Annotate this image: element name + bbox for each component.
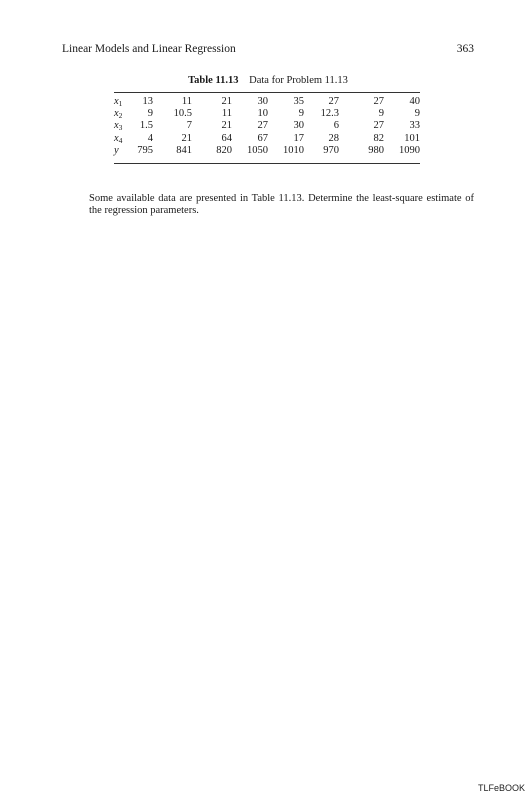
table-cell: 17 <box>293 132 304 144</box>
table-caption <box>62 74 474 87</box>
table-cell: 28 <box>328 132 339 144</box>
table-row <box>114 120 420 132</box>
row-variable: $x_3$ <box>114 120 123 133</box>
row-variable: $x_2$ <box>114 108 123 121</box>
table-cell: 980 <box>368 144 384 156</box>
table-cell: 11 <box>181 96 192 107</box>
row-variable: y <box>114 144 119 156</box>
table-cell: 30 <box>257 96 268 107</box>
table-cell: 4 <box>147 132 153 144</box>
table-cell: 27 <box>328 96 339 107</box>
table-cell: 1010 <box>283 144 304 156</box>
table-cell: 795 <box>137 144 153 156</box>
table-row <box>114 96 420 108</box>
table-cell: 7 <box>186 120 192 132</box>
table-row <box>114 108 420 120</box>
table-row <box>114 133 420 145</box>
table-cell: 970 <box>323 144 339 156</box>
table-cell: 11 <box>221 108 232 120</box>
table-cell: 841 <box>176 144 192 156</box>
data-table <box>114 96 420 157</box>
table-cell: 27 <box>373 120 384 132</box>
table-cell: 1.5 <box>139 120 153 132</box>
table-cell: 27 <box>257 120 268 132</box>
table-cell: 82 <box>373 132 384 144</box>
table-cell: 13 <box>142 96 153 107</box>
table-cell: 1090 <box>399 144 420 156</box>
page-number: 363 <box>456 43 474 55</box>
table-cell: 35 <box>293 96 304 107</box>
table-top-rule <box>114 92 420 93</box>
table-cell: 33 <box>409 120 420 132</box>
table-cell: 21 <box>181 132 192 144</box>
running-title: Linear Models and Linear Regression <box>62 43 236 55</box>
table-cell: 30 <box>293 120 304 132</box>
watermark: TLFeBOOK <box>477 783 525 793</box>
table-cell: 21 <box>221 96 232 107</box>
problem-text: Some available data are presented in Table 11.13. Determine the least-square estimate of the regression parameters. <box>89 192 474 216</box>
table-cell: 101 <box>404 132 420 144</box>
table-cell: 10 <box>257 108 268 120</box>
table-row <box>114 145 420 157</box>
table-cell: 67 <box>257 132 268 144</box>
table-cell: 1050 <box>247 144 268 156</box>
table-caption-text: Data for Problem 11.13 <box>249 75 348 86</box>
table-cell: 21 <box>221 120 232 132</box>
table-cell: 64 <box>221 132 232 144</box>
table-cell: 6 <box>333 120 339 132</box>
table-bottom-rule <box>114 163 420 164</box>
table-cell: 9 <box>147 108 153 120</box>
table-cell: 9 <box>414 108 420 120</box>
table-cell: 820 <box>216 144 232 156</box>
table-cell: 12.3 <box>320 108 339 120</box>
row-variable: $x_1$ <box>114 96 123 108</box>
table-caption-label: Table 11.13 <box>188 75 239 86</box>
table-cell: 27 <box>373 96 384 107</box>
table-cell: 9 <box>378 108 384 120</box>
row-variable: $x_4$ <box>114 132 123 145</box>
table-cell: 9 <box>298 108 304 120</box>
table-cell: 10.5 <box>173 108 192 120</box>
table-cell: 40 <box>409 96 420 107</box>
